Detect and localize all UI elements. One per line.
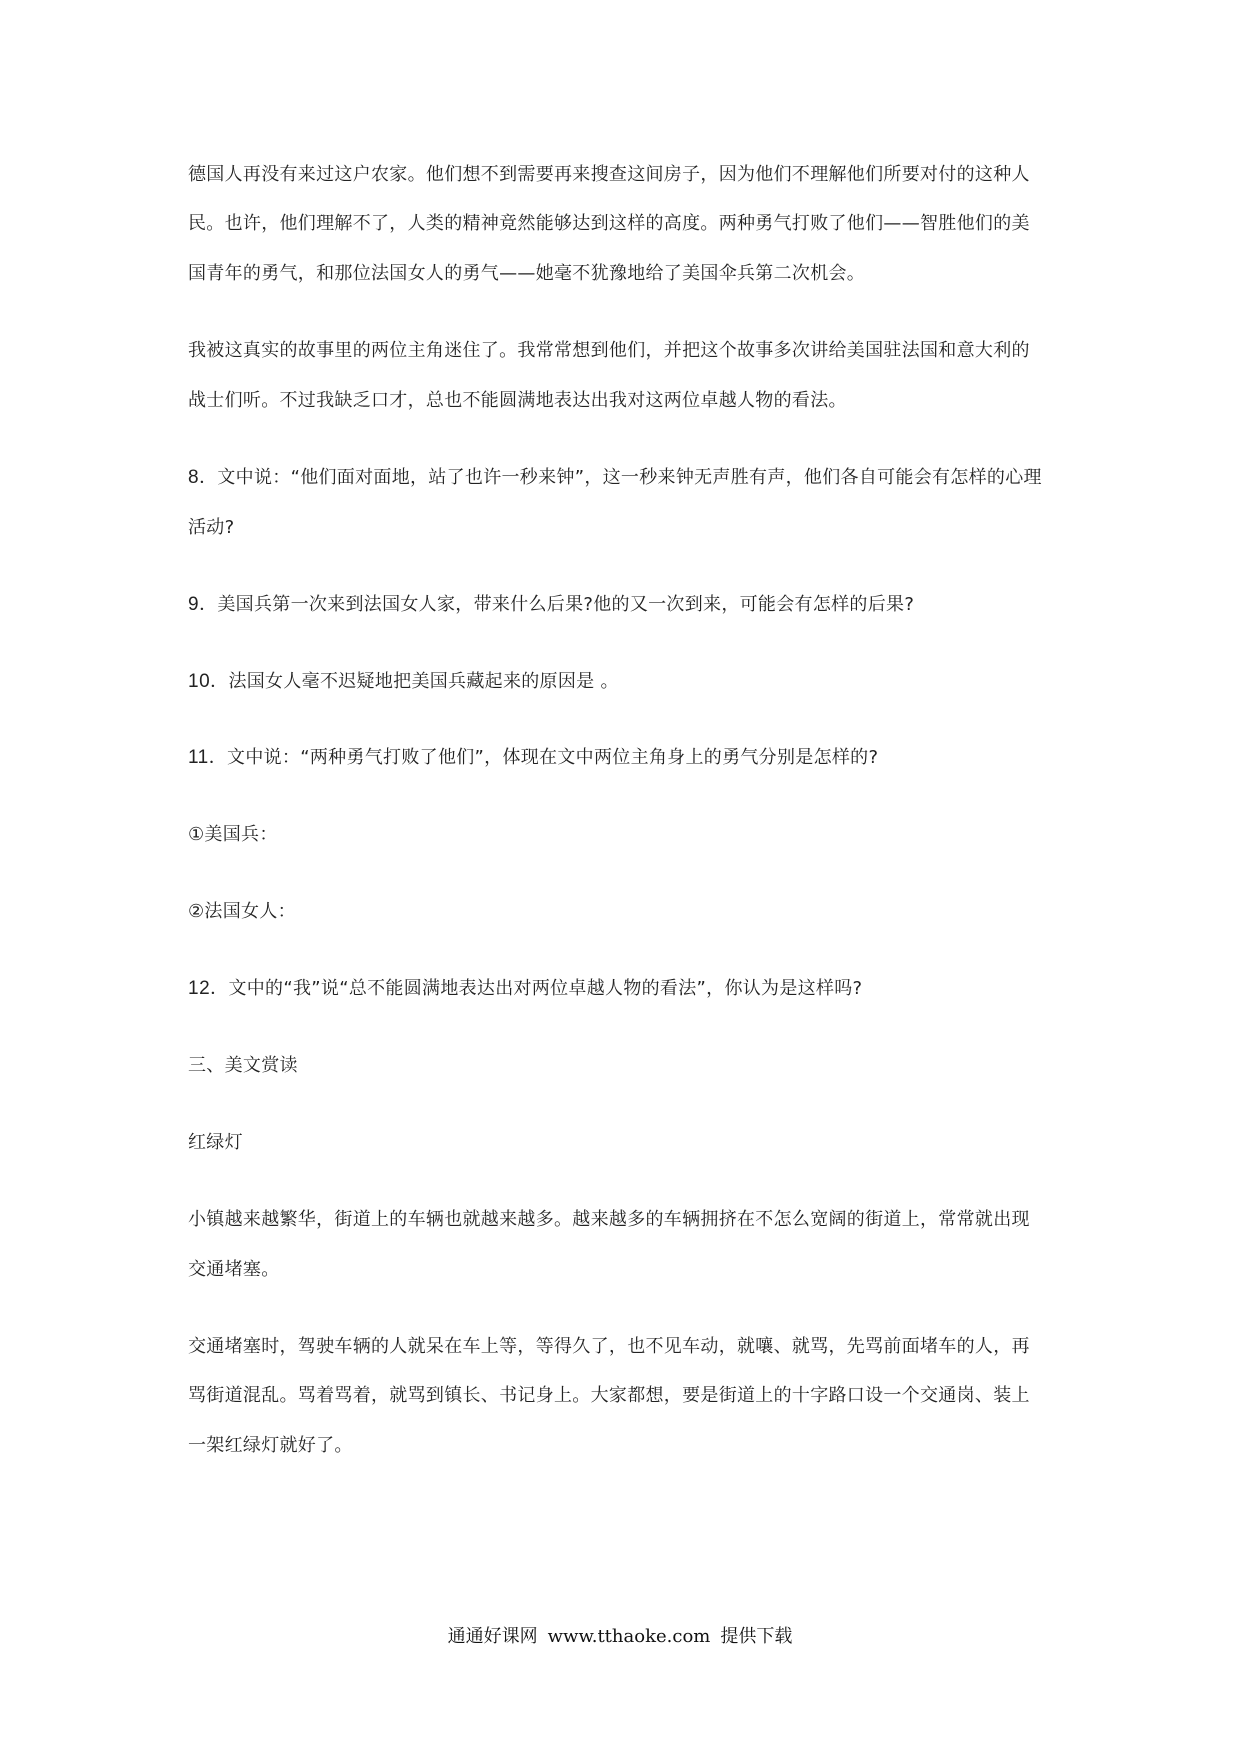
- story-p2-line-2: 骂街道混乱。骂着骂着，就骂到镇长、书记身上。大家都想，要是街道上的十字路口设一个交通岗、装上: [188, 1385, 1030, 1406]
- passage-p1-line-1: 德国人再没有来过这户农家。他们想不到需要再来搜查这间房子，因为他们不理解他们所要对付的这种人: [188, 164, 1030, 185]
- story-p2-line-1: 交通堵塞时，驾驶车辆的人就呆在车上等，等得久了，也不见车动，就嚷、就骂，先骂前面堵车的人，再: [188, 1336, 1030, 1357]
- question-11: [188, 746, 1068, 770]
- question-8-line-2: 活动?: [188, 517, 235, 538]
- question-8-line-1: [188, 466, 1068, 490]
- question-11-text: ．文中说：“两种勇气打败了他们”，体现在文中两位主角身上的勇气分别是怎样的?: [208, 747, 879, 768]
- question-10-text: ．法国女人毫不迟疑地把美国兵藏起来的原因是 。: [210, 671, 619, 692]
- footer-suffix: 提供下载: [720, 1626, 793, 1647]
- story-title: 红绿灯: [188, 1132, 243, 1153]
- question-9: [188, 593, 1068, 617]
- story-p1-line-1: 小镇越来越繁华，街道上的车辆也就越来越多。越来越多的车辆拥挤在不怎么宽阔的街道上，常常就出现: [188, 1209, 1030, 1230]
- question-12: [188, 977, 1068, 1001]
- section-heading: 三、美文赏读: [188, 1055, 298, 1076]
- question-9-text: ．美国兵第一次来到法国女人家，带来什么后果?他的又一次到来，可能会有怎样的后果?: [199, 594, 915, 615]
- footer-site-name: 通通好课网: [447, 1626, 538, 1647]
- question-10: [188, 670, 1068, 694]
- story-p2-line-3: 一架红绿灯就好了。: [188, 1435, 353, 1456]
- question-12-text: ．文中的“我”说“总不能圆满地表达出对两位卓越人物的看法”，你认为是这样吗?: [210, 978, 863, 999]
- footer-url[interactable]: www.tthaoke.com: [547, 1626, 711, 1647]
- question-10-number: 10: [188, 671, 211, 692]
- passage-p1-line-3: 国青年的勇气，和那位法国女人的勇气——她毫不犹豫地给了美国伞兵第二次机会。: [188, 263, 866, 284]
- question-11-number: 11: [188, 747, 209, 768]
- passage-p2-line-2: 战士们听。不过我缺乏口才，总也不能圆满地表达出我对这两位卓越人物的看法。: [188, 390, 847, 411]
- passage-p2-line-1: 我被这真实的故事里的两位主角迷住了。我常常想到他们，并把这个故事多次讲给美国驻法国和意大利的: [188, 340, 1030, 361]
- question-12-number: 12: [188, 978, 211, 999]
- passage-p1-line-2: 民。也许，他们理解不了，人类的精神竟然能够达到这样的高度。两种勇气打败了他们——智胜他们的美: [188, 213, 1030, 234]
- question-11-answer-2: ②法国女人：: [188, 901, 296, 922]
- question-8-text: ．文中说：“他们面对面地，站了也许一秒来钟”，这一秒来钟无声胜有声，他们各自可能会有怎样的心理: [199, 467, 1042, 488]
- question-11-answer-1: ①美国兵：: [188, 824, 278, 845]
- page-footer: [0, 1625, 1240, 1649]
- question-8-number: 8: [188, 467, 200, 488]
- story-p1-line-2: 交通堵塞。: [188, 1259, 280, 1280]
- question-9-number: 9: [188, 594, 200, 615]
